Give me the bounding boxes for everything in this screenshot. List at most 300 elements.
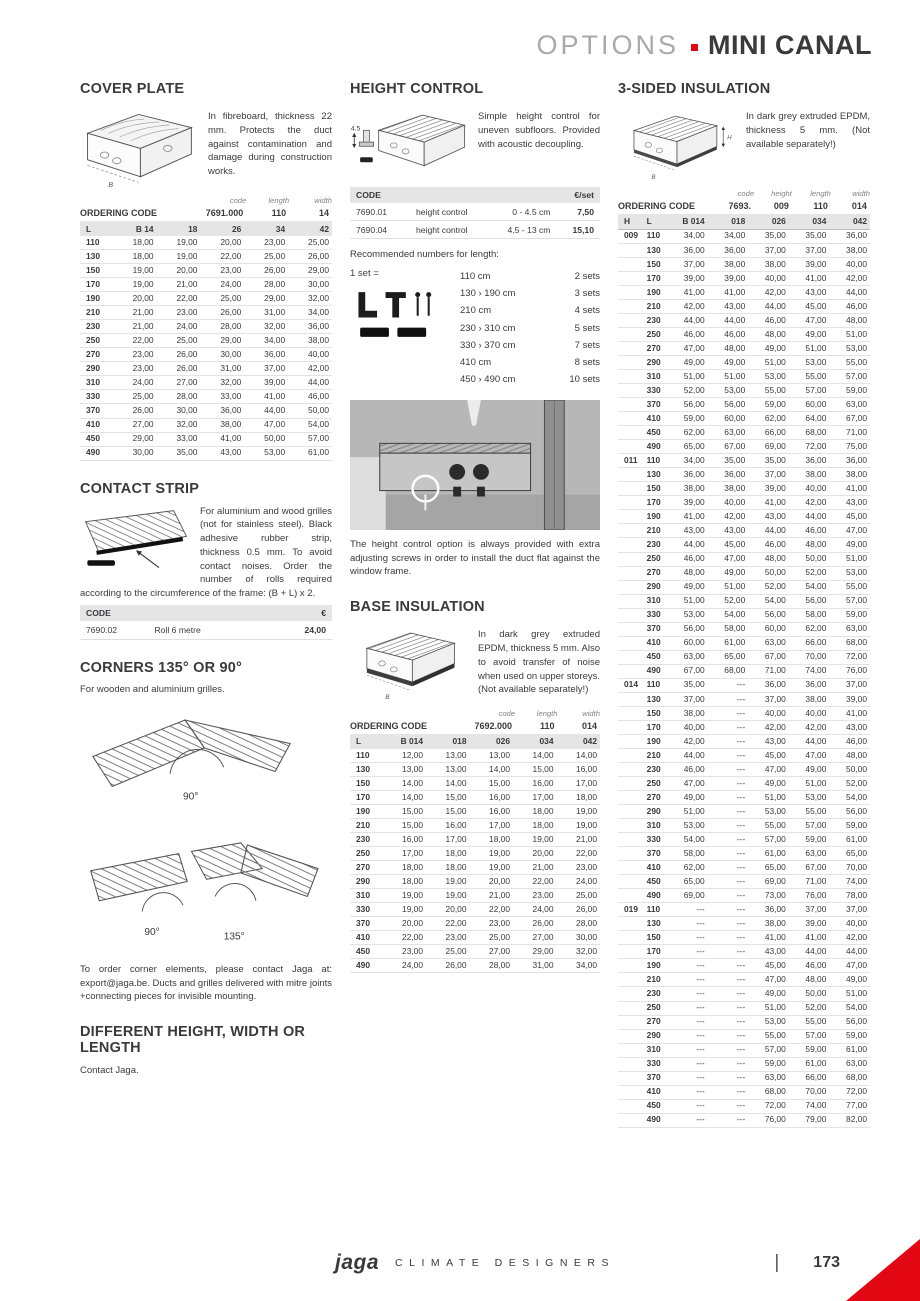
recommended-title: Recommended numbers for length: (350, 249, 499, 261)
length-cell: 490 (641, 664, 667, 678)
price-cell: 23,00 (244, 236, 288, 250)
price-cell: 34,00 (667, 229, 708, 243)
price-cell: 41,00 (748, 931, 789, 945)
price-cell: 63,00 (748, 636, 789, 650)
price-cell: 40,00 (748, 706, 789, 720)
price-cell: 43,00 (748, 945, 789, 959)
table-row (80, 446, 332, 460)
price-cell: 73,00 (748, 889, 789, 903)
price-cell: 42,00 (748, 285, 789, 299)
height-cell (618, 313, 641, 327)
price-cell: 19,00 (157, 250, 201, 264)
page-kicker: OPTIONS (536, 30, 680, 60)
price-cell: 47,00 (708, 552, 749, 566)
price-cell: 14,00 (383, 790, 427, 804)
price-cell: 27,00 (470, 945, 514, 959)
price-cell: 51,00 (748, 791, 789, 805)
price-cell: --- (667, 903, 708, 917)
price-cell: 31,00 (200, 362, 244, 376)
table-header-row (80, 221, 332, 236)
ordering-length-value: 110 (813, 200, 828, 211)
price-column-header: €/set (556, 187, 600, 203)
price-cell: 62,00 (667, 861, 708, 875)
price-cell: 38,00 (829, 468, 870, 482)
price-cell: 37,00 (829, 903, 870, 917)
height-cell (618, 299, 641, 313)
price-cell: 71,00 (789, 875, 830, 889)
table-row (350, 762, 600, 776)
price-cell: 38,00 (200, 418, 244, 432)
table-row (350, 847, 600, 861)
length-cell: 190 (350, 804, 383, 818)
table-row (618, 819, 870, 833)
price-cell: 23,00 (113, 348, 157, 362)
height-cell (618, 328, 641, 342)
price-cell: 67,00 (708, 440, 749, 454)
cover-plate-price-table (80, 221, 332, 461)
table-row (80, 404, 332, 418)
height-cell (618, 482, 641, 496)
price-cell: 39,00 (789, 917, 830, 931)
price-cell: 68,00 (708, 664, 749, 678)
price-cell: 41,00 (667, 285, 708, 299)
price-cell: 20,00 (157, 264, 201, 278)
table-row (618, 1029, 870, 1043)
price-cell: 56,00 (829, 1015, 870, 1029)
price-cell: 13,00 (426, 749, 470, 763)
height-cell (618, 1099, 641, 1113)
section-title-height-control: HEIGHT CONTROL (350, 81, 484, 97)
price-cell: --- (708, 791, 749, 805)
price-cell: 15,00 (383, 804, 427, 818)
length-cell: 450 (350, 945, 383, 959)
price-cell: 26,00 (288, 250, 332, 264)
price-cell: 18,00 (113, 250, 157, 264)
price-cell: 55,00 (748, 819, 789, 833)
cover-plate-illustration (80, 105, 198, 188)
price-cell: 36,00 (789, 678, 830, 692)
price-cell: 23,00 (200, 264, 244, 278)
table-row (618, 426, 870, 440)
left-column (80, 81, 332, 1098)
price-cell: 61,00 (829, 833, 870, 847)
corner-accent-triangle (846, 1239, 920, 1301)
table-row (80, 432, 332, 446)
meta-labels (350, 709, 600, 719)
length-cell: 210 (641, 748, 667, 762)
price-cell: 32,00 (557, 945, 601, 959)
price-cell: 49,00 (748, 987, 789, 1001)
length-cell: 290 (641, 356, 667, 370)
table-row (618, 692, 870, 706)
price-cell: 57,00 (748, 1043, 789, 1057)
price-column-header: € (268, 605, 332, 621)
table-header-row (350, 187, 600, 203)
length-label: 110 cm (460, 271, 491, 283)
price-cell: 44,00 (789, 945, 830, 959)
price-cell: 21,00 (113, 306, 157, 320)
price-cell: --- (667, 1029, 708, 1043)
price-cell: 52,00 (789, 566, 830, 580)
price-cell: 56,00 (829, 805, 870, 819)
price-cell: 48,00 (667, 566, 708, 580)
price-cell: 61,00 (829, 1043, 870, 1057)
price-cell: 49,00 (789, 328, 830, 342)
price-cell: --- (667, 1015, 708, 1029)
price-cell: 58,00 (708, 622, 749, 636)
height-cell (618, 833, 641, 847)
price-cell: --- (667, 1057, 708, 1071)
length-cell: 130 (641, 243, 667, 257)
price-cell: 51,00 (708, 370, 749, 384)
length-cell: 250 (641, 777, 667, 791)
height-cell (618, 285, 641, 299)
price-cell: 39,00 (244, 376, 288, 390)
code-column-header: CODE (80, 605, 268, 621)
length-label: 230 › 310 cm (460, 322, 516, 334)
height-cell: 011 (618, 454, 641, 468)
length-cell: 410 (350, 931, 383, 945)
height-cell (618, 1057, 641, 1071)
length-cell: 270 (641, 342, 667, 356)
length-cell: 250 (641, 552, 667, 566)
height-meta-label: height (771, 188, 792, 198)
price-cell: 34,00 (288, 306, 332, 320)
price-cell: 16,00 (513, 776, 557, 790)
three-sided-intro (618, 105, 870, 181)
ordering-code-label: ORDERING CODE (80, 207, 158, 218)
table-row (350, 889, 600, 903)
price-cell: 25,00 (244, 250, 288, 264)
price-cell: --- (708, 861, 749, 875)
table-row (618, 973, 870, 987)
height-cell (618, 1085, 641, 1099)
price-cell: 78,00 (829, 889, 870, 903)
price-cell: --- (708, 692, 749, 706)
length-cell: 130 (641, 468, 667, 482)
price-cell: 22,00 (470, 903, 514, 917)
price-cell: 43,00 (667, 524, 708, 538)
price-cell: 43,00 (708, 524, 749, 538)
price-cell: 31,00 (513, 959, 557, 973)
table-row (618, 580, 870, 594)
length-cell: 150 (80, 264, 113, 278)
price-cell: 33,00 (157, 432, 201, 446)
length-cell: 210 (350, 818, 383, 832)
length-cell: 310 (641, 1043, 667, 1057)
sets-count: 2 sets (574, 271, 600, 283)
price-cell: 13,00 (470, 749, 514, 763)
length-cell: 490 (641, 1113, 667, 1127)
length-cell: 110 (641, 678, 667, 692)
price-cell: 18,00 (383, 861, 427, 875)
page-footer (80, 1251, 840, 1275)
recommended-row (460, 337, 600, 354)
price-cell: 37,00 (667, 692, 708, 706)
length-cell: 210 (641, 973, 667, 987)
price-cell: 63,00 (748, 1071, 789, 1085)
price-cell: 39,00 (667, 271, 708, 285)
meta-labels (618, 189, 870, 199)
table-row (80, 264, 332, 278)
price-cell: 18,00 (513, 818, 557, 832)
price-cell: --- (667, 931, 708, 945)
price-cell: 59,00 (829, 608, 870, 622)
table-row (350, 917, 600, 931)
column-header: 018 (426, 734, 470, 749)
length-cell: 250 (80, 334, 113, 348)
price-cell: 16,00 (383, 833, 427, 847)
price-cell: 51,00 (748, 1001, 789, 1015)
length-cell: 110 (641, 903, 667, 917)
height-control-section (350, 81, 600, 579)
price-cell: 25,00 (113, 390, 157, 404)
price-cell: 55,00 (789, 370, 830, 384)
table-row (350, 221, 600, 239)
price-cell: 55,00 (748, 1029, 789, 1043)
table-row (350, 804, 600, 818)
height-control-intro (350, 105, 600, 183)
height-cell (618, 538, 641, 552)
code-cell: 7690.02 (80, 621, 140, 639)
price-cell: 20,00 (513, 847, 557, 861)
recommended-row (460, 268, 600, 285)
height-group-011 (618, 454, 870, 679)
price-cell: 52,00 (748, 580, 789, 594)
price-cell: 52,00 (789, 1001, 830, 1015)
price-cell: 56,00 (708, 398, 749, 412)
price-cell: 18,00 (426, 847, 470, 861)
price-cell: 58,00 (667, 847, 708, 861)
height-cell (618, 426, 641, 440)
price-cell: 71,00 (748, 664, 789, 678)
length-cell: 330 (350, 903, 383, 917)
page-number: 173 (813, 1254, 840, 1271)
price-cell: 46,00 (748, 538, 789, 552)
table-row (80, 348, 332, 362)
height-group-019 (618, 903, 870, 1128)
ordering-code-value: 7692.000 (474, 720, 512, 731)
price-cell: 24,00 (557, 875, 601, 889)
ordering-code-label: ORDERING CODE (618, 200, 696, 211)
price-cell: 26,00 (557, 903, 601, 917)
height-cell (618, 692, 641, 706)
price-cell: 64,00 (789, 412, 830, 426)
height-cell (618, 622, 641, 636)
height-cell (618, 959, 641, 973)
length-cell: 450 (641, 426, 667, 440)
table-row (618, 257, 870, 271)
column-header: L (80, 221, 113, 236)
price-cell: 14,00 (557, 749, 601, 763)
price-cell: 19,00 (557, 804, 601, 818)
ordering-width-value: 014 (581, 720, 597, 731)
length-cell: 230 (350, 833, 383, 847)
price-cell: 29,00 (200, 334, 244, 348)
price-cell: 36,00 (748, 678, 789, 692)
price-cell: --- (708, 762, 749, 776)
price-cell: 49,00 (829, 538, 870, 552)
price-cell: 47,00 (748, 762, 789, 776)
price-cell: 29,00 (113, 432, 157, 446)
length-cell: 170 (641, 945, 667, 959)
price-cell: --- (667, 917, 708, 931)
price-cell: 61,00 (288, 446, 332, 460)
table-row (618, 271, 870, 285)
price-cell: 18,00 (513, 804, 557, 818)
price-cell: 41,00 (200, 432, 244, 446)
length-cell: 450 (641, 1099, 667, 1113)
price-cell: 28,00 (470, 959, 514, 973)
table-header-row (618, 214, 870, 230)
price-cell: 41,00 (829, 482, 870, 496)
price-cell: 51,00 (667, 370, 708, 384)
price-cell: 63,00 (667, 650, 708, 664)
price-cell: 46,00 (789, 959, 830, 973)
price-cell: 61,00 (789, 1057, 830, 1071)
recommended-row (460, 354, 600, 371)
table-row (618, 370, 870, 384)
height-cell (618, 257, 641, 271)
ordering-length-value: 110 (271, 207, 287, 218)
price-cell: 59,00 (789, 1043, 830, 1057)
price-cell: 19,00 (383, 889, 427, 903)
price-cell: 23,00 (113, 362, 157, 376)
table-row (618, 636, 870, 650)
price-cell: 19,00 (513, 833, 557, 847)
table-row (350, 818, 600, 832)
table-row (80, 334, 332, 348)
price-cell: 74,00 (789, 664, 830, 678)
price-cell: 72,00 (789, 440, 830, 454)
price-cell: 50,00 (789, 552, 830, 566)
height-cell (618, 552, 641, 566)
height-control-note: The height control option is always provided with extra adjusting screws in order to install the duct flat against the window frame. (350, 538, 600, 578)
price-cell: 25,00 (557, 889, 601, 903)
section-title-base-insulation: BASE INSULATION (350, 599, 485, 616)
table-row (618, 496, 870, 510)
price-cell: 48,00 (829, 748, 870, 762)
table-row (618, 833, 870, 847)
price-cell: 13,00 (426, 762, 470, 776)
table-row (618, 608, 870, 622)
price-cell: --- (667, 1085, 708, 1099)
height-cell (618, 412, 641, 426)
price-cell: 42,00 (829, 271, 870, 285)
price-cell: 25,00 (157, 334, 201, 348)
price-cell: 54,00 (829, 1001, 870, 1015)
price-cell: 7,50 (556, 203, 600, 221)
length-cell: 130 (641, 692, 667, 706)
ordering-code-row (80, 206, 332, 221)
column-header: 34 (244, 221, 288, 236)
different-text: Contact Jaga. (80, 1065, 139, 1077)
width-meta-label: width (582, 708, 600, 718)
price-cell: 38,00 (829, 243, 870, 257)
price-cell: 39,00 (829, 692, 870, 706)
corner-90-135-illustration (80, 830, 332, 954)
height-cell (618, 1015, 641, 1029)
table-row (618, 847, 870, 861)
price-cell: 40,00 (829, 257, 870, 271)
price-cell: 44,00 (667, 313, 708, 327)
table-row (80, 362, 332, 376)
price-cell: 56,00 (789, 594, 830, 608)
table-row (618, 664, 870, 678)
price-cell: 62,00 (789, 622, 830, 636)
price-cell: 50,00 (829, 762, 870, 776)
price-cell: 25,00 (470, 931, 514, 945)
price-cell: 35,00 (708, 454, 749, 468)
price-cell: 54,00 (789, 580, 830, 594)
price-cell: 35,00 (157, 446, 201, 460)
table-row (618, 566, 870, 580)
height-cell (618, 748, 641, 762)
title-separator-square (691, 44, 698, 51)
ordering-code-row (618, 199, 870, 214)
length-cell: 170 (641, 720, 667, 734)
table-row (618, 594, 870, 608)
height-cell (618, 566, 641, 580)
price-cell: --- (708, 1001, 749, 1015)
contact-strip-description: For aluminium and wood grilles (not for stainless steel). Black adhesive rubber strip, thickness 0.5 mm. To avoid contact noises. Order the number of rolls required according to the circumference of the frame: (B + L) x 2. (80, 505, 332, 600)
table-row (618, 805, 870, 819)
price-cell: 55,00 (748, 384, 789, 398)
length-cell: 230 (641, 313, 667, 327)
price-cell: 26,00 (513, 917, 557, 931)
set-equals-label: 1 set = (350, 268, 379, 280)
table-row (618, 959, 870, 973)
price-cell: 15,00 (426, 804, 470, 818)
height-cell (618, 931, 641, 945)
price-cell: 49,00 (708, 566, 749, 580)
length-cell: 370 (350, 917, 383, 931)
price-cell: 57,00 (789, 384, 830, 398)
ordering-code-label: ORDERING CODE (350, 720, 428, 731)
price-cell: 19,00 (557, 818, 601, 832)
table-row (618, 1043, 870, 1057)
price-cell: 39,00 (748, 482, 789, 496)
price-cell: 22,00 (426, 917, 470, 931)
dimension-label-b: B (651, 175, 656, 181)
price-cell: 30,00 (113, 446, 157, 460)
length-cell: 170 (641, 271, 667, 285)
price-cell: 52,00 (708, 594, 749, 608)
base-insulation-intro (350, 623, 600, 701)
price-cell: 43,00 (708, 299, 749, 313)
length-cell: 270 (641, 791, 667, 805)
price-cell: 34,00 (708, 229, 749, 243)
price-cell: 44,00 (829, 285, 870, 299)
height-cell (618, 720, 641, 734)
table-row (618, 762, 870, 776)
length-cell: 150 (641, 931, 667, 945)
table-row (80, 621, 332, 639)
length-cell: 490 (80, 446, 113, 460)
price-cell: 59,00 (667, 412, 708, 426)
length-cell: 110 (350, 749, 383, 763)
price-cell: 37,00 (829, 678, 870, 692)
column-header: 034 (513, 734, 557, 749)
price-cell: 41,00 (789, 931, 830, 945)
section-title-contact-strip: CONTACT STRIP (80, 480, 200, 497)
length-cell: 330 (641, 384, 667, 398)
price-cell: 68,00 (748, 1085, 789, 1099)
price-cell: 15,00 (426, 790, 470, 804)
price-cell: 34,00 (244, 334, 288, 348)
angle-label-135: 135° (223, 931, 245, 943)
price-cell: 44,00 (829, 945, 870, 959)
